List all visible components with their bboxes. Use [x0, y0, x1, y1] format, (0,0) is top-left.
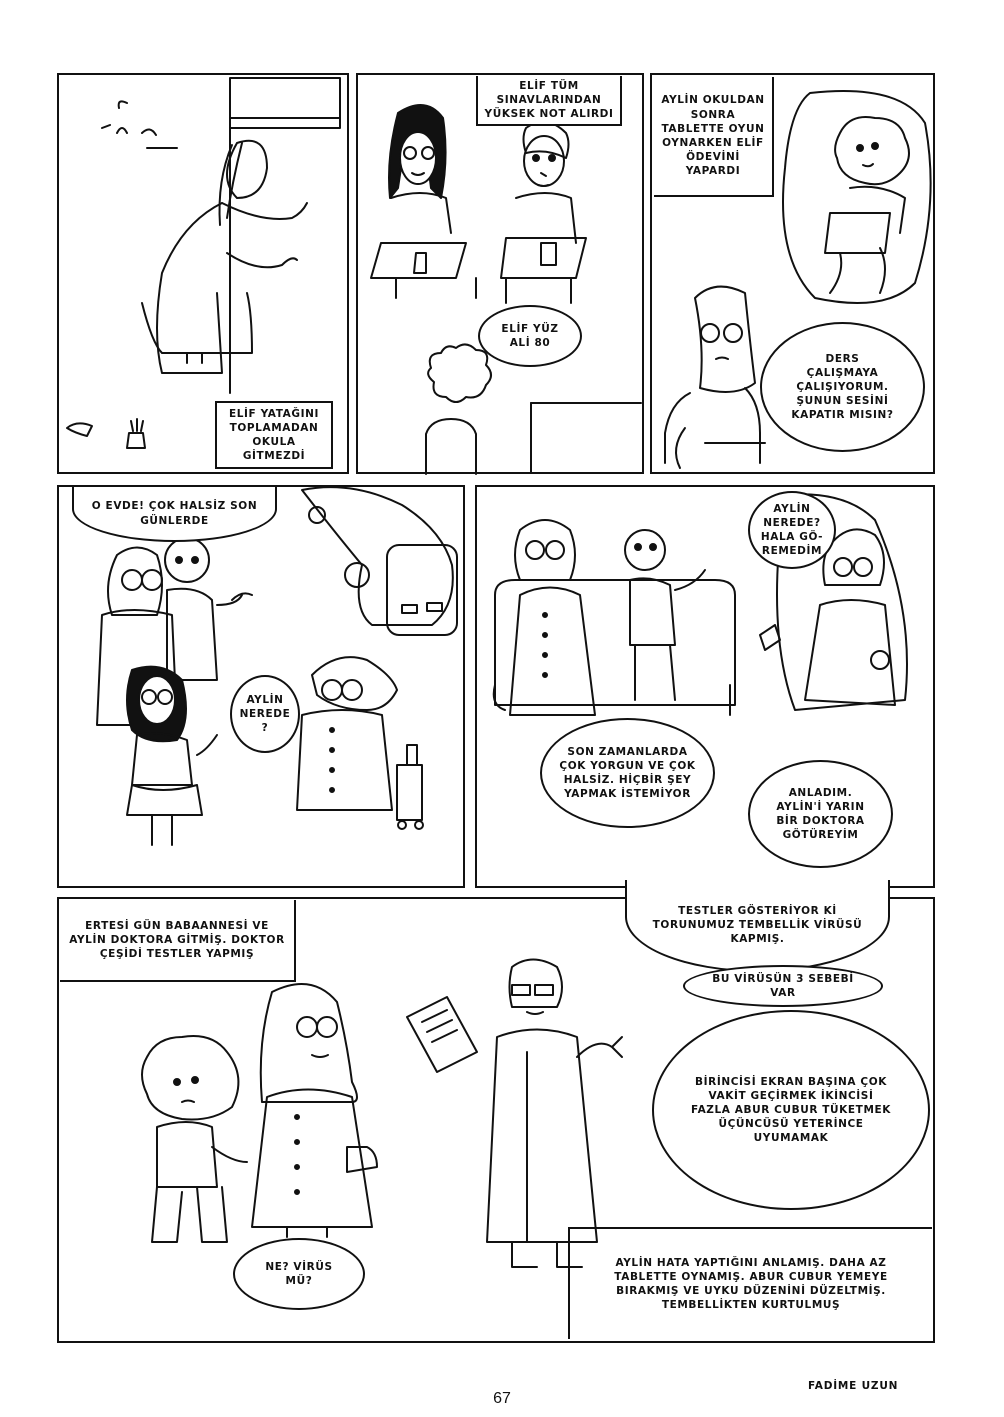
- panel-6-bubble-reasons: BİRİNCİSİ EKRAN BAŞINA ÇOK VAKİT GEÇİRMEK İKİNCİSİ FAZLA ABUR CUBUR TÜKETMEK ÜÇÜNCÜSÜ YETERİNCE UYUMAMAK: [652, 1010, 930, 1210]
- panel-4-bubble-top: O EVDE! ÇOK HALSİZ SON GÜNLERDE: [72, 487, 277, 542]
- panel-6-caption-top: ERTESİ GÜN BABAANNESİ VE AYLİN DOKTORA GİTMİŞ. DOKTOR ÇEŞİDİ TESTLER YAPMIŞ: [60, 900, 296, 982]
- panel-6-caption-bottom: AYLİN HATA YAPTIĞINI ANLAMIŞ. DAHA AZ TABLETTE OYNAMIŞ. ABUR CUBUR YEMEYE BIRAKMIŞ VE UYKU DÜZENİNİ DÜZELTMİŞ. TEMBELLİKTEN KURTULMUŞ: [568, 1227, 932, 1339]
- panel-2-speech-bubble: ELİF YÜZ ALİ 80: [478, 305, 582, 367]
- panel-6-bubble-tests: TESTLER GÖSTERİYOR Kİ TORUNUMUZ TEMBELLİK VİRÜSÜ KAPMIŞ.: [625, 880, 890, 972]
- panel-5-bubble-tired: SON ZAMANLARDA ÇOK YORGUN VE ÇOK HALSİZ. HİÇBİR ŞEY YAPMAK İSTEMİYOR: [540, 718, 715, 828]
- panel-6-bubble-virus: NE? VİRÜS MÜ?: [233, 1238, 365, 1310]
- panel-2-illustration: [356, 73, 644, 474]
- panel-5-bubble-doctor: ANLADIM. AYLİN'İ YARIN BİR DOKTORA GÖTÜREYİM: [748, 760, 893, 868]
- author-name: FADİME UZUN: [808, 1380, 899, 1392]
- panel-6-illustration: [57, 897, 935, 1343]
- page-number: 67: [493, 1390, 511, 1407]
- panel-2-caption: ELİF TÜM SINAVLARINDAN YÜKSEK NOT ALIRDI: [476, 76, 622, 126]
- panel-4-bubble-mid: AYLİN NEREDE ?: [230, 675, 300, 753]
- panel-5-bubble-where: AYLİN NEREDE? HALA GÖ- REMEDİM: [748, 491, 836, 569]
- panel-3-speech-bubble: DERS ÇALIŞMAYA ÇALIŞIYORUM. ŞUNUN SESİNİ KAPATIR MISIN?: [760, 322, 925, 452]
- panel-1-caption: ELİF YATAĞINI TOPLAMADAN OKULA GİTMEZDİ: [215, 401, 333, 469]
- panel-3-caption: AYLİN OKULDAN SONRA TABLETTE OYUN OYNARKEN ELİF ÖDEVİNİ YAPARDI: [654, 77, 774, 197]
- panel-6-bubble-reasons-title: BU VİRÜSÜN 3 SEBEBİ VAR: [683, 965, 883, 1007]
